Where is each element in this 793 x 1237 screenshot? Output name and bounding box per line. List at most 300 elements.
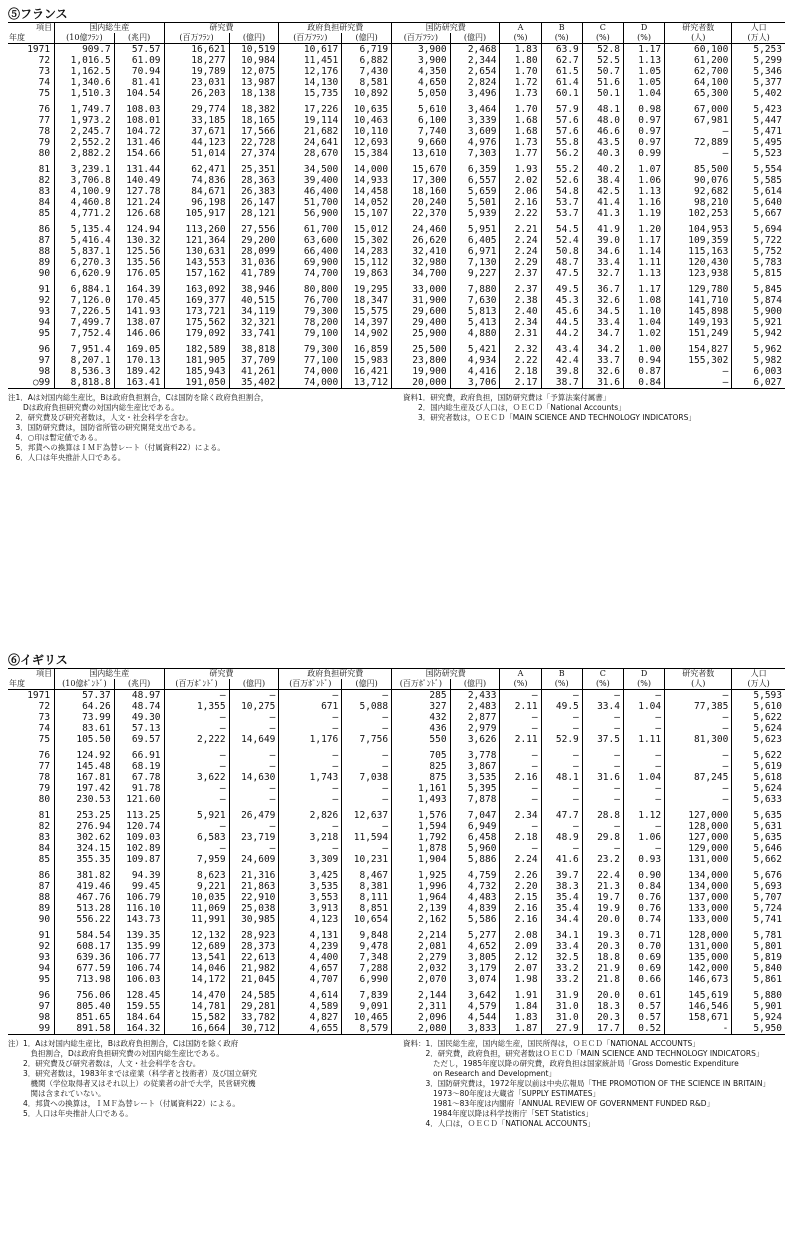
table-cell: — [582,712,623,723]
table-cell: 120.74 [114,821,164,832]
table-cell: 1.19 [623,208,664,219]
table-cell: 1.04 [623,88,664,99]
table-cell: 164.32 [114,1023,164,1035]
table-cell: — [279,761,342,772]
table-cell: 1.17 [623,235,664,246]
table-cell: 5,618 [732,772,785,783]
table-cell: 170.45 [114,295,164,306]
table-cell: 2.11 [500,701,541,712]
table-row [8,268,785,279]
table-cell: 2.31 [500,328,541,339]
table-cell: 35.4 [541,903,582,914]
year-cell: 97 [38,1001,51,1012]
header-d: D [623,669,664,680]
table-cell: 41.3 [582,208,623,219]
table-cell: 5,346 [732,66,785,77]
table-cell: 10,617 [279,44,342,56]
unit: (10億ﾎﾟﾝﾄﾞ) [55,679,115,690]
table-cell: 1,162.5 [55,66,115,77]
table-cell: 5,694 [732,224,785,235]
table-row [8,963,785,974]
table-cell: — [279,794,342,805]
table-cell: 33,185 [164,115,229,126]
table-cell: 28,121 [229,208,279,219]
table-cell: 5,676 [732,870,785,881]
table-cell: 23,719 [229,832,279,843]
table-cell: 5,413 [450,317,500,328]
table-cell: 0.93 [623,854,664,865]
table-cell: 0.61 [623,990,664,1001]
table-cell: 127,000 [665,810,732,821]
table-cell: 7,126.0 [55,295,115,306]
table-cell: 1,161 [392,783,451,794]
table-cell: 3,074 [450,974,500,985]
table-cell: 8,111 [342,892,392,903]
table-cell: 5,724 [732,903,785,914]
year-cell: 73 [38,712,51,723]
table-cell: 29,200 [229,235,279,246]
table-cell: 53.7 [541,197,582,208]
table-cell: 4,100.9 [55,186,115,197]
table-cell: 6,100 [392,115,451,126]
header-a: A [500,23,541,34]
year-cell: 81 [38,164,51,175]
table-cell: 1.11 [623,257,664,268]
unit: (%) [500,679,541,690]
table-cell: 6,270.3 [55,257,115,268]
table-cell: 2,468 [450,44,500,56]
note-line: 5．邦貨への換算はＩＭＦ為替レート（付属資料22）による。 [8,443,225,452]
table-cell: — [229,794,279,805]
table-cell: 3,900 [392,55,451,66]
year-cell: 96 [38,990,51,1001]
unit: (%) [500,33,541,44]
table-cell: 14,000 [342,164,392,175]
table-cell: 25,500 [392,344,451,355]
table-cell: 73.99 [55,712,115,723]
uk-notes-left [8,1039,388,1119]
table-cell: 67,000 [665,104,732,115]
table-cell: 52.4 [541,235,582,246]
table-cell: 14,649 [229,734,279,745]
table-cell: 4,614 [279,990,342,1001]
table-cell: 40.3 [582,148,623,159]
table-cell: 2.16 [500,903,541,914]
table-row [8,328,785,339]
table-cell: 113,260 [164,224,229,235]
table-cell: 0.69 [623,963,664,974]
table-cell: 15,983 [342,355,392,366]
header-rd: 研究費 [164,669,279,680]
table-cell: 11,991 [164,914,229,925]
table-cell: 713.98 [55,974,115,985]
table-row [8,88,785,99]
table-cell: 671 [279,701,342,712]
table-cell: — [342,821,392,832]
france-notes [8,393,785,473]
table-cell: 56.2 [541,148,582,159]
note-line: 資料1．研究費，政府負担，国防研究費は「予算法案付属書」 [403,393,611,402]
table-cell: 1.05 [623,77,664,88]
table-cell: 145,898 [665,306,732,317]
table-cell: — [229,712,279,723]
year-cell: 1971 [27,690,51,701]
table-cell: 302.62 [55,832,115,843]
table-row [8,284,785,295]
table-cell: 3,339 [450,115,500,126]
table-row [8,930,785,941]
table-cell: 5,982 [732,355,785,366]
year-cell: 97 [38,355,51,366]
unit: (兆円) [114,679,164,690]
table-cell: 6,620.9 [55,268,115,279]
note-line: 4．邦貨への換算は，ＩＭＦ為替レート（付属資料22）による。 [8,1099,240,1108]
table-cell: 4,934 [450,355,500,366]
unit: (百万ﾎﾟﾝﾄﾞ) [392,679,451,690]
table-cell: 1.77 [500,148,541,159]
table-cell: 1.13 [623,55,664,66]
table-cell: 5,924 [732,1012,785,1023]
table-cell: 381.82 [55,870,115,881]
table-cell: 1.83 [500,44,541,56]
table-cell: 5,635 [732,810,785,821]
table-cell: 5,050 [392,88,451,99]
table-cell: — [582,750,623,761]
table-cell: 38,818 [229,344,279,355]
year-cell: 72 [38,701,51,712]
table-cell: 5,901 [732,1001,785,1012]
table-cell: 50.8 [541,246,582,257]
table-cell: 22,370 [392,208,451,219]
table-cell: 23,031 [164,77,229,88]
year-cell: 74 [38,723,51,734]
table-cell: — [279,750,342,761]
table-cell: 33.7 [582,355,623,366]
note-line: ただし，1985年度以降の研究費，政府負担は国家統計局「Gross Domestic Expenditure [403,1059,739,1068]
table-cell: 4,416 [450,366,500,377]
table-cell: 6,949 [450,821,500,832]
table-cell: 0.70 [623,941,664,952]
table-cell: 44.2 [541,328,582,339]
table-cell: — [665,794,732,805]
table-cell: 91.78 [114,783,164,794]
table-cell: 1.06 [623,832,664,843]
table-cell: — [665,750,732,761]
table-cell: 79,100 [279,328,342,339]
corner-year: 年度 [8,679,55,690]
year-cell: 98 [38,1012,51,1023]
table-row [8,197,785,208]
table-row [8,44,785,56]
year-cell: 94 [38,963,51,974]
table-cell: 38.4 [582,175,623,186]
year-cell: 83 [38,832,51,843]
table-cell: 4,652 [450,941,500,952]
table-cell: 230.53 [55,794,115,805]
table-cell: 60.1 [541,88,582,99]
table-cell: 13,610 [392,148,451,159]
header-rd: 研究費 [164,23,279,34]
table-cell: 5,840 [732,963,785,974]
table-row [8,126,785,137]
year-cell: 92 [38,941,51,952]
table-cell: 4,239 [279,941,342,952]
year-cell: 89 [38,903,51,914]
table-cell: 33,741 [229,328,279,339]
table-cell: 3,778 [450,750,500,761]
table-cell: 5,939 [450,208,500,219]
table-cell: 104,953 [665,224,732,235]
table-cell: 20,240 [392,197,451,208]
table-cell: — [582,723,623,734]
table-cell: 3,239.1 [55,164,115,175]
table-cell: 52.6 [541,175,582,186]
table-cell: 15,670 [392,164,451,175]
table-cell: — [582,794,623,805]
table-cell: 51,014 [164,148,229,159]
table-cell: 5,951 [450,224,500,235]
table-cell: 33.4 [582,317,623,328]
table-cell: 5,554 [732,164,785,175]
table-cell: 2.06 [500,186,541,197]
table-cell: 1.14 [623,246,664,257]
table-cell: 20.3 [582,1012,623,1023]
table-cell: 2.34 [500,317,541,328]
table-cell: 2.26 [500,870,541,881]
table-cell: 81,300 [665,734,732,745]
table-cell: 3,913 [279,903,342,914]
table-row [8,750,785,761]
table-cell: 31.6 [582,377,623,389]
year-cell: 90 [38,268,51,279]
table-cell: 5,395 [450,783,500,794]
note-line: 負担割合，Dは政府負担研究費の対国内総生産比である。 [8,1049,224,1058]
table-cell: 139.35 [114,930,164,941]
table-cell: 62,700 [665,66,732,77]
table-cell: 14,781 [164,1001,229,1012]
table-row [8,66,785,77]
table-cell: 1.16 [623,197,664,208]
table-cell: 48.74 [114,701,164,712]
table-cell: — [665,783,732,794]
table-cell: — [342,761,392,772]
table-cell: 5,900 [732,306,785,317]
table-cell: 42.4 [541,355,582,366]
table-cell: 2.12 [500,952,541,963]
table-cell: 14,397 [342,317,392,328]
table-cell: 170.13 [114,355,164,366]
table-cell: 8,381 [342,881,392,892]
table-cell: 106.79 [114,892,164,903]
table-cell: 28,373 [229,941,279,952]
table-cell: — [229,761,279,772]
table-cell: — [541,821,582,832]
year-cell: 72 [38,55,51,66]
table-cell: — [229,750,279,761]
table-cell: — [665,377,732,389]
table-cell: 7,839 [342,990,392,1001]
table-cell: 26,147 [229,197,279,208]
table-cell: 1.72 [500,77,541,88]
table-cell: 5,942 [732,328,785,339]
unit: (万人) [732,679,785,690]
note-line: 3．研究者数は，ＯＥＣＤ「MAIN SCIENCE AND TECHNOLOGY INDICATORS」 [403,413,696,422]
note-line: Dは政府負担研究費の対国内総生産比である。 [8,403,179,412]
table-cell: — [279,723,342,734]
table-cell: 134,000 [665,870,732,881]
note-line: 1981～83年度は内閣府「ANNUAL REVIEW OF GOVERNMENT FUNDED R&D」 [403,1099,715,1108]
note-line: 1973～80年度は大蔵省「SUPPLY ESTIMATES」 [403,1089,600,1098]
table-cell: 85,500 [665,164,732,175]
table-cell: 120,430 [665,257,732,268]
table-cell: 1.98 [500,974,541,985]
table-cell: 26,203 [164,88,229,99]
table-cell: 5,861 [732,974,785,985]
year-cell: 93 [38,306,51,317]
table-cell: 8,818.8 [55,377,115,389]
year-cell: 76 [38,750,51,761]
table-cell: 79,300 [279,344,342,355]
corner-year: 年度 [8,33,55,44]
table-cell: 2,654 [450,66,500,77]
table-cell: 5,722 [732,235,785,246]
table-cell: 64,100 [665,77,732,88]
table-cell: 124.94 [114,224,164,235]
header-gdp: 国内総生産 [55,669,164,680]
unit: (億円) [229,33,279,44]
table-cell: 1.12 [623,810,664,821]
france-notes-right [403,393,785,423]
table-cell: 179,092 [164,328,229,339]
table-cell: 2.24 [500,246,541,257]
table-cell: 108.03 [114,104,164,115]
table-cell: 32.6 [582,366,623,377]
table-cell: 0.74 [623,914,664,925]
header-c: C [582,23,623,34]
note-line: 2．国内総生産及び人口は，ＯＥＣＤ「National Accounts」 [403,403,626,412]
table-cell: — [500,783,541,794]
table-cell: 20,000 [392,377,451,389]
unit: (億円) [342,33,392,44]
table-cell: 22,728 [229,137,279,148]
table-cell: 20.0 [582,990,623,1001]
table-cell: 115,163 [665,246,732,257]
note-line: 3．研究者数は，1983年までは産業（科学者と技術者）及び国立研究 [8,1069,257,1078]
table-cell: 27,556 [229,224,279,235]
year-cell: 81 [38,810,51,821]
table-cell: 129,780 [665,284,732,295]
table-cell: 419.46 [55,881,115,892]
table-cell: 513.28 [55,903,115,914]
table-cell: 5,299 [732,55,785,66]
table-cell: 4,579 [450,1001,500,1012]
table-cell: 0.98 [623,104,664,115]
table-cell: — [229,821,279,832]
table-cell: 1.20 [623,224,664,235]
table-cell: 0.97 [623,137,664,148]
table-cell: 8,207.1 [55,355,115,366]
table-cell: 9,848 [342,930,392,941]
table-cell: 142,000 [665,963,732,974]
table-cell: — [541,690,582,702]
table-cell: — [229,690,279,702]
table-cell: 10,654 [342,914,392,925]
table-cell: 1,973.2 [55,115,115,126]
year-cell: 77 [38,761,51,772]
table-cell: 5,845 [732,284,785,295]
table-cell: 825 [392,761,451,772]
table-cell: — [623,821,664,832]
table-cell: 189.42 [114,366,164,377]
table-cell: 5,253 [732,44,785,56]
table-cell: 90,076 [665,175,732,186]
table-row [8,377,785,389]
table-cell: 32,321 [229,317,279,328]
note-line: 注）1．Aは対国内総生産比，Bは政府負担割合，Cは国防を除く政府 [8,1039,239,1048]
table-cell: 163,092 [164,284,229,295]
table-cell: 37,709 [229,355,279,366]
table-cell: 10,519 [229,44,279,56]
table-cell: 1,925 [392,870,451,881]
table-cell: 106.77 [114,952,164,963]
table-cell: 2.16 [500,772,541,783]
table-cell: 35,402 [229,377,279,389]
table-cell: 1.17 [623,284,664,295]
table-cell: 74,000 [279,377,342,389]
table-cell: 51.6 [582,77,623,88]
table-cell: 3,425 [279,870,342,881]
table-cell: 48.9 [541,832,582,843]
table-cell: 7,878 [450,794,500,805]
year-cell: 98 [38,366,51,377]
table-cell: 137,000 [665,892,732,903]
table-cell: 24,585 [229,990,279,1001]
table-cell: 7,959 [164,854,229,865]
table-cell: — [164,690,229,702]
table-cell: 109.87 [114,854,164,865]
table-row [8,344,785,355]
table-cell: 5,623 [732,734,785,745]
table-cell: 70.94 [114,66,164,77]
table-cell: 24,641 [279,137,342,148]
table-cell: 64.26 [55,701,115,712]
table-cell: 151,249 [665,328,732,339]
table-cell: 154.66 [114,148,164,159]
table-cell: 32.5 [541,952,582,963]
table-cell: 5,447 [732,115,785,126]
table-row [8,821,785,832]
table-cell: 5,659 [450,186,500,197]
table-cell: 41.6 [541,854,582,865]
table-cell: 5,586 [450,914,500,925]
table-cell: 10,892 [342,88,392,99]
table-cell: 5,801 [732,941,785,952]
year-cell: 88 [38,892,51,903]
table-cell: 37,671 [164,126,229,137]
table-cell: 608.17 [55,941,115,952]
table-cell: 3,496 [450,88,500,99]
table-cell: 33.2 [541,963,582,974]
table-cell: 32.7 [582,268,623,279]
table-cell: 51,700 [279,197,342,208]
header-c: C [582,669,623,680]
table-cell: 11,069 [164,903,229,914]
table-cell: 4,460.8 [55,197,115,208]
table-cell: 52.9 [541,734,582,745]
table-cell: 28,363 [229,175,279,186]
table-cell: 131.46 [114,137,164,148]
table-cell: — [623,843,664,854]
